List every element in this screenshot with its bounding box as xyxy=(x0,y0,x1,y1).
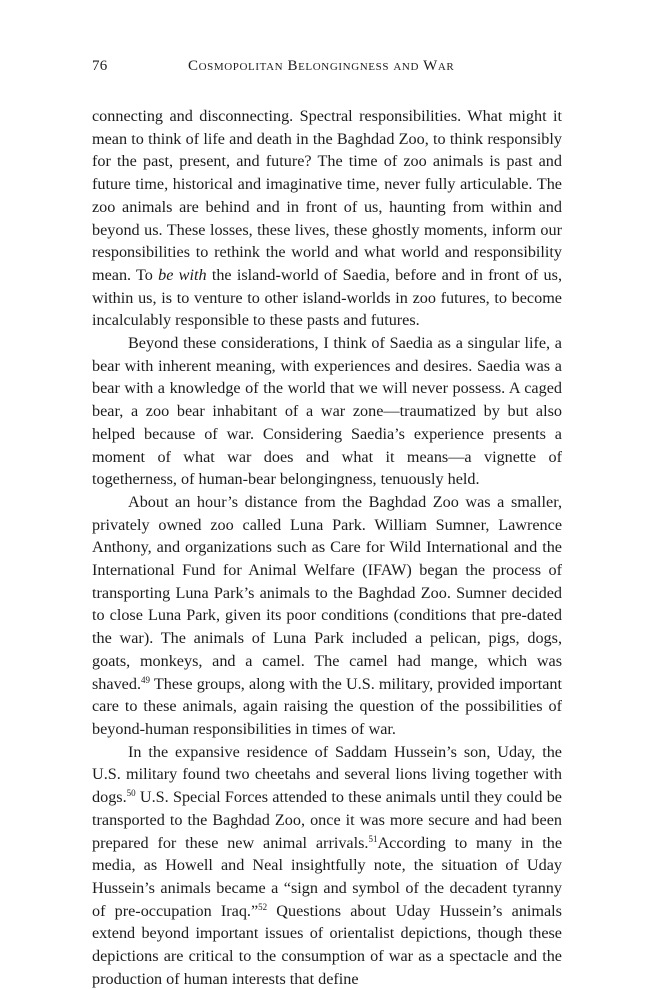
paragraph-4-text-d: Questions about Uday Hussein’s animals extend beyond important issues of orientalist depictions, though these depictions are critical to the consumption of war as a spectacle and the production of human interests that define xyxy=(92,901,562,988)
paragraph-1-text-b: the island-world of Saedia, before and in front of us, within us, is to venture to other island-worlds in zoo futures, to become incalculably responsible to these pasts and futures. xyxy=(92,265,562,330)
page-number: 76 xyxy=(92,58,108,74)
page-header xyxy=(92,58,562,80)
footnote-ref-49: 49 xyxy=(141,674,150,685)
paragraph-1 xyxy=(92,105,562,332)
paragraph-4-text-b: U.S. Special Forces attended to these animals until they could be transported to the Baghdad Zoo, once it was more secure and had been prepared for these new animal arrivals. xyxy=(92,788,562,852)
paragraph-4 xyxy=(92,741,562,990)
body-text xyxy=(92,105,562,990)
paragraph-2-text: Beyond these considerations, I think of Saedia as a singular life, a bear with inherent meaning, with experiences and desires. Saedia was a bear with a knowledge of the world that we will never possess. A caged bear, a zoo bear inhabitant of a war zone—traumatized by but also helped because of war. Considering Saedia’s experience presents a moment of what war does and what it means—a vignette of togetherness, of human-bear belongingness, tenuously held. xyxy=(92,334,562,489)
footnote-ref-52: 52 xyxy=(258,901,268,912)
footnote-ref-50: 50 xyxy=(126,788,136,799)
paragraph-1-emphasis: be with xyxy=(158,265,207,284)
footnote-ref-51: 51 xyxy=(368,833,378,844)
paragraph-1-text-a: connecting and disconnecting. Spectral responsibilities. What might it mean to think of life and death in the Baghdad Zoo, to think responsibly for the past, present, and future? The time of zoo animals is past and future time, historical and imaginative time, never fully articulable. The zoo animals are behind and in front of us, haunting from within and beyond us. These losses, these lives, these ghostly moments, inform our responsibilities to rethink the world and what world and responsibility mean. To xyxy=(92,107,562,284)
paragraph-3-text-b: These groups, along with the U.S. military, provided important care to these animals, again raising the question of the possibilities of beyond-human responsibilities in times of war. xyxy=(92,674,562,738)
paragraph-2 xyxy=(92,332,562,491)
paragraph-3 xyxy=(92,491,562,741)
paragraph-4-text-c: According to many in the media, as Howell and Neal insightfully note, the situation of Uday Hussein’s animals became a “sign and symbol of the decadent tyranny of pre-occupation Iraq.” xyxy=(92,833,562,920)
paragraph-3-text-a: About an hour’s distance from the Baghdad Zoo was a smaller, privately owned zoo called Luna Park. William Sumner, Lawrence Anthony, and organizations such as Care for Wild International and the International Fund for Animal Welfare (IFAW) began the process of transporting Luna Park’s animals to the Baghdad Zoo. Sumner decided to close Luna Park, given its poor conditions (conditions that pre-dated the war). The animals of Luna Park included a pelican, pigs, dogs, goats, monkeys, and a camel. The camel had mange, which was shaved. xyxy=(92,492,562,693)
paragraph-4-text-a: In the expansive residence of Saddam Hussein’s son, Uday, the U.S. military found two cheetahs and several lions living together with dogs. xyxy=(92,742,562,807)
running-head: Cosmopolitan Belongingness and War xyxy=(188,58,455,74)
